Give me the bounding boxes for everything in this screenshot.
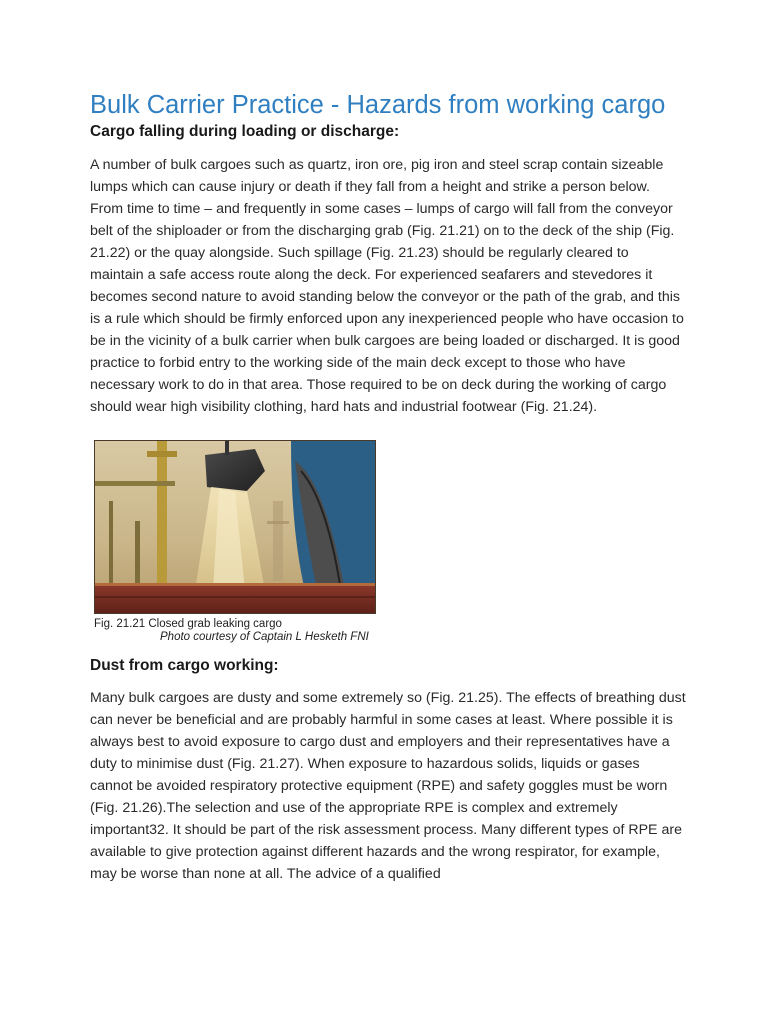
document-page (90, 88, 686, 885)
figure-caption: Fig. 21.21 Closed grab leaking cargo (94, 618, 282, 630)
section-heading-dust: Dust from cargo working: (90, 657, 279, 674)
section-body-cargo-falling: A number of bulk cargoes such as quartz, iron ore, pig iron and steel scrap contain sizeable lumps which can cause injury or death if they fall from a height and strike a person below. From time to time – and frequently in some cases – lumps of cargo will fall from the conveyor belt of the shiploader or from the discharging grab (Fig. 21.21) on to the deck of the ship (Fig. 21.22) or the quay alongside. Such spillage (Fig. 21.23) should be regularly cleared to maintain a safe access route along the deck. For experienced seafarers and stevedores it becomes second nature to avoid standing below the conveyor or the path of the grab, and this is a rule which should be firmly enforced upon any inexperienced people who have occasion to be in the vicinity of a bulk carrier when bulk cargoes are being loaded or discharged. It is good practice to forbid entry to the working side of the main deck except to those who have necessary work to do in that area. Those required to be on deck during the working of cargo should wear high visibility clothing, hard hats and industrial footwear (Fig. 21.24). (90, 157, 684, 415)
page-title: Bulk Carrier Practice - Hazards from working cargo (90, 91, 666, 119)
photo-closed-grab-leaking-cargo (94, 440, 376, 614)
figure-closed-grab (94, 440, 376, 644)
figure-credit: Photo courtesy of Captain L Hesketh FNI (160, 631, 369, 643)
section-body-dust: Many bulk cargoes are dusty and some extremely so (Fig. 21.25). The effects of breathing dust can never be beneficial and are probably harmful in some cases at least. Where possible it is always best to avoid exposure to cargo dust and employers and their representatives have a duty to minimise dust (Fig. 21.27). When exposure to hazardous solids, liquids or gases cannot be avoided respiratory protective equipment (RPE) and safety goggles must be worn (Fig. 21.26).The selection and use of the appropriate RPE is complex and extremely important32. It should be part of the risk assessment process. Many different types of RPE are available to give protection against different hazards and the wrong respirator, for example, may be worse than none at all. The advice of a qualified (90, 690, 686, 882)
section-heading-cargo-falling: Cargo falling during loading or discharge: (90, 123, 400, 140)
